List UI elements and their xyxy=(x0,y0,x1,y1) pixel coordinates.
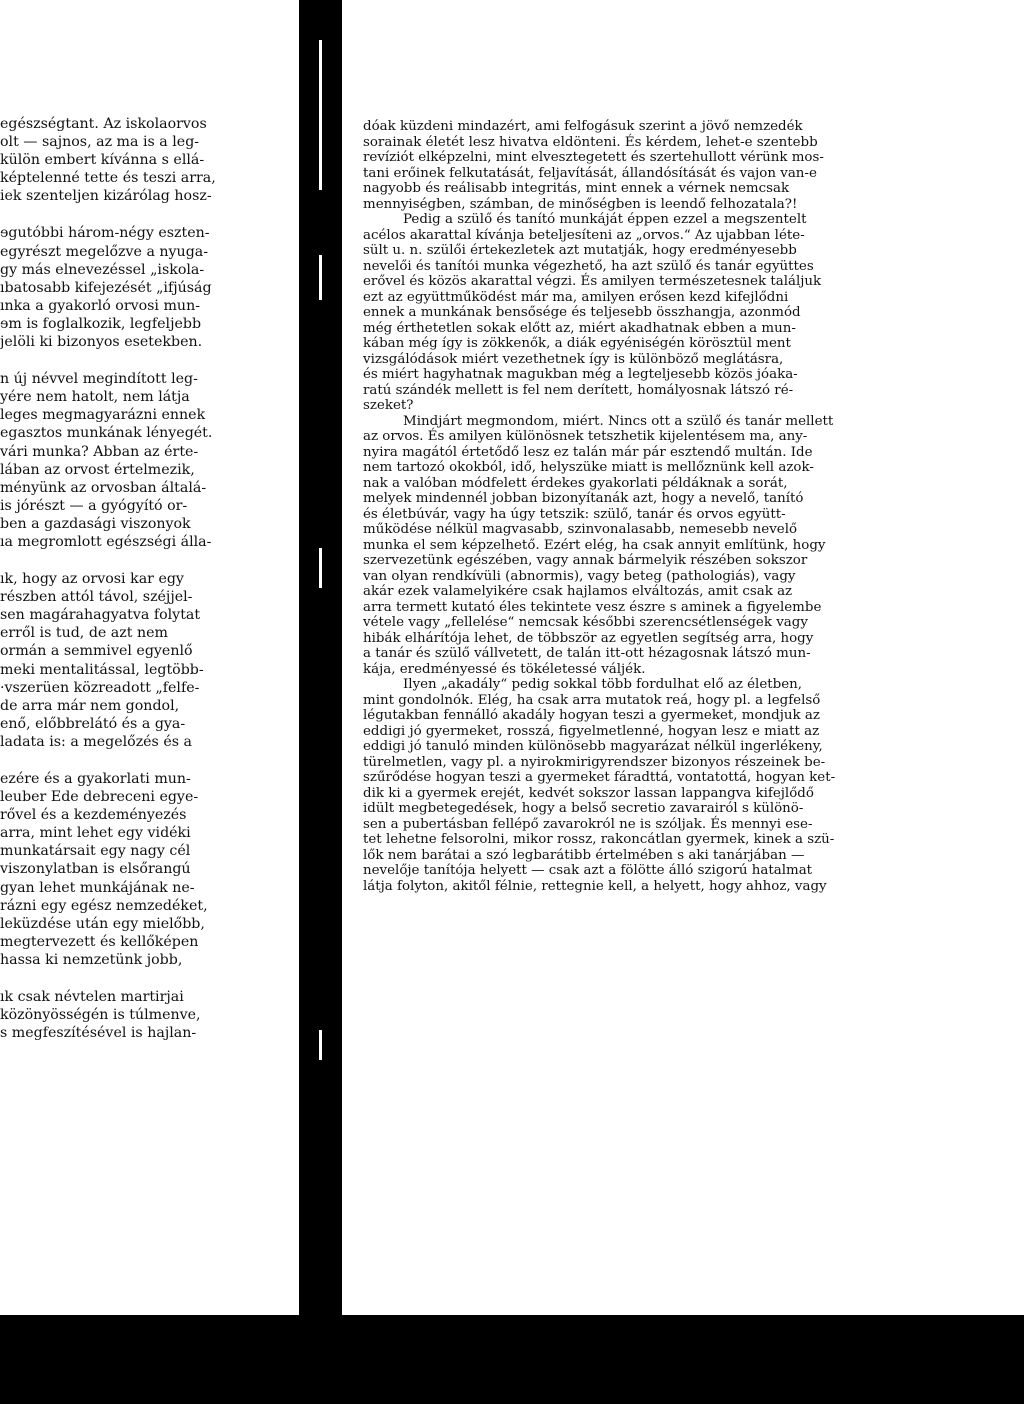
text-line: jelöli ki bizonyos esetekben. xyxy=(0,334,203,351)
text-line: egasztos munkának lényegét. xyxy=(0,425,213,442)
text-line: leküzdése után egy mielőbb, xyxy=(0,915,205,932)
text-line: Pedig a szülő és tanító munkáját éppen ezzel a megszentelt xyxy=(403,212,807,227)
text-line: ladata is: a megelőzés és a xyxy=(0,733,192,750)
text-line: ratú szándék mellett is fel nem derített, homályosnak látszó ré- xyxy=(363,382,794,398)
text-line: ·vszerüen közreadott „felfe- xyxy=(0,679,200,696)
text-line: meki mentalitással, legtöbb- xyxy=(0,661,204,678)
text-line: nevelői és tanítói munka végezhető, ha azt szülő és tanár együttes xyxy=(363,258,814,274)
text-line: ezt az együttműködést már ma, amilyen erősen kezd kifejlődni xyxy=(363,289,789,305)
text-line: türelmetlen, vagy pl. a nyirokmirigyrendszer bizonyos részeinek be- xyxy=(363,754,826,770)
text-line: ennek a munkának bensősége és teljesebb összhangja, azonmód xyxy=(363,305,801,320)
text-line: képtelenné tette és teszi arra, xyxy=(0,170,216,187)
text-line: lők nem barátai a szó legbarátibb értelmében s aki tanárjában — xyxy=(363,847,805,863)
text-line: ɘgutóbbi három-négy eszten- xyxy=(0,225,210,242)
text-line: olt — sajnos, az ma is a leg- xyxy=(0,134,200,151)
text-line: sen magárahagyatva folytat xyxy=(0,607,201,624)
text-line: egészségtant. Az iskolaorvos xyxy=(0,116,207,132)
text-line: van olyan rendkívüli (abnormis), vagy beteg (pathologiás), vagy xyxy=(363,568,796,584)
text-line: lában az orvost értelmezik, xyxy=(0,461,195,478)
text-line: ıa megromlott egészségi álla- xyxy=(0,533,212,550)
text-line: vétele vagy „fellelése“ nemcsak későbbi szerencsétlenségek vagy xyxy=(363,615,808,630)
text-line: ményünk az orvosban általá- xyxy=(0,479,207,496)
text-line: nyira magától értetődő lesz ez talán már pár esztendő multán. Ide xyxy=(363,444,813,460)
text-line: nak a valóban módfelett érdekes gyakorlati példáknak a sorát, xyxy=(363,475,788,491)
text-line: rővel és a kezdeményezés xyxy=(0,807,187,824)
text-line: szeket? xyxy=(363,398,414,413)
text-line: yére nem hatolt, nem látja xyxy=(0,389,190,406)
page-gutter xyxy=(299,0,342,1404)
text-line: acélos akarattal kívánja beteljesíteni az „orvos.“ Az ujabban léte- xyxy=(363,227,805,243)
text-line: viszonylatban is elsőrangú xyxy=(0,861,191,878)
right-text-column xyxy=(363,119,893,894)
left-paragraph xyxy=(0,770,290,969)
text-line: enő, előbbrelátó és a gya- xyxy=(0,715,186,732)
text-line: arra termett kutató éles tekintete vesz észre s aminek a figyelembe xyxy=(363,599,822,615)
text-line: erről is tud, de azt nem xyxy=(0,625,168,642)
text-line: dóak küzdeni mindazért, ami felfogásuk szerint a jövő nemzedék xyxy=(363,119,803,134)
gutter-highlight xyxy=(319,40,322,190)
text-line: és életbúvár, vagy ha úgy tetszik: szülő, tanár és orvos együtt- xyxy=(363,506,786,522)
text-line: ık, hogy az orvosi kar egy xyxy=(0,571,184,588)
text-line: az orvos. És amilyen különösnek tetszhetik kijelentésem ma, any- xyxy=(363,429,808,444)
text-line: is jórészt — a gyógyító or- xyxy=(0,497,188,514)
text-line: gy más elnevezéssel „iskola- xyxy=(0,261,205,278)
text-line: n új névvel megindított leg- xyxy=(0,371,198,388)
text-line: Mindjárt megmondom, miért. Nincs ott a szülő és tanár mellett xyxy=(403,413,834,429)
text-line: és miért hagyhatnak magukban még a legteljesebb közös jóaka- xyxy=(363,367,798,382)
text-line: iek szenteljen kizárólag hosz- xyxy=(0,188,212,205)
text-line: eddigi jó tanuló minden különösebb magyarázat nélkül ingerlékeny, xyxy=(363,739,823,754)
text-line: rázni egy egész nemzedéket, xyxy=(0,897,208,914)
text-line: külön embert kívánna s ellá- xyxy=(0,152,205,169)
left-paragraph xyxy=(0,115,290,205)
text-line: sen a pubertásban fellépő zavarokról ne is szóljak. És mennyi ese- xyxy=(363,816,813,832)
text-line: ɘm is foglalkozik, legfeljebb xyxy=(0,315,202,332)
text-line: vizsgálódások miért vezethetnek így is különböző meglátásra, xyxy=(363,351,784,367)
text-line: vári munka? Abban az érte- xyxy=(0,443,199,460)
left-paragraph xyxy=(0,224,290,351)
text-line: Ilyen „akadály“ pedig sokkal több fordulhat elő az életben, xyxy=(403,677,803,692)
text-line: de arra már nem gondol, xyxy=(0,697,180,714)
text-line: leuber Ede debreceni egye- xyxy=(0,789,199,806)
text-line: ık csak névtelen martirjai xyxy=(0,989,184,1006)
text-line: megtervezett és kellőképen xyxy=(0,933,199,950)
text-line: nem tartozó okokból, idő, helyszüke miatt is mellőznünk kell azok- xyxy=(363,460,814,475)
text-line: még érthetetlen sokak előtt az, miért akadhatnak ebben a mun- xyxy=(363,320,796,336)
text-line: tani erőinek felkutatását, feljavítását, állandósítását és vajon van-e xyxy=(363,165,817,181)
text-line: idült megbetegedések, hogy a belső secretio zavarairól s különö- xyxy=(363,801,804,816)
text-line: ben a gazdasági viszonyok xyxy=(0,515,191,532)
text-line: ıbatosabb kifejezését „ifjúság xyxy=(0,279,212,296)
text-line: részben attól távol, széjjel- xyxy=(0,589,193,606)
gutter-highlight xyxy=(319,548,322,588)
text-line: ezére és a gyakorlati mun- xyxy=(0,771,191,787)
text-line: szervezetünk egészében, vagy annak bármelyik részében sokszor xyxy=(363,553,808,568)
left-paragraph xyxy=(0,370,290,551)
text-line: mennyiségben, számban, de minőségben is leendő felhozatala?! xyxy=(363,196,798,212)
text-line: mint gondolnók. Elég, ha csak arra mutatok reá, hogy pl. a legfelső xyxy=(363,692,821,708)
text-line: hibák elhárítója lehet, de többször az egyetlen segítség arra, hogy xyxy=(363,630,814,646)
scan-bottom-edge xyxy=(0,1315,1024,1404)
text-line: eddigi jó gyermeket, rosszá, figyelmetlenné, hogyan lesz e miatt az xyxy=(363,723,820,739)
text-line: sült u. n. szülői értekezletek azt mutatják, hogy eredményesebb xyxy=(363,243,797,258)
gutter-highlight xyxy=(319,1030,322,1060)
text-line: egyrészt megelőzve a nyuga- xyxy=(0,243,209,260)
text-line: revíziót elképzelni, mint elvesztegetett és szertehullott vérünk mos- xyxy=(363,150,824,165)
text-line: közönyösségén is túlmenve, xyxy=(0,1007,201,1024)
text-line: látja folyton, akitől félnie, rettegnie kell, a helyett, hogy ahhoz, vagy xyxy=(363,878,827,894)
text-line: munka el sem képzelhető. Ezért elég, ha csak annyit említünk, hogy xyxy=(363,537,826,553)
text-line: erővel és közös akarattal végzi. És amilyen természetesnek találjuk xyxy=(363,274,822,289)
text-line: tet lehetne felsorolni, mikor rossz, rakoncátlan gyermek, kinek a szü- xyxy=(363,832,835,847)
text-line: ınka a gyakorló orvosi mun- xyxy=(0,297,201,314)
text-line: nagyobb és reálisabb integritás, mint ennek a vérnek nemcsak xyxy=(363,181,790,196)
text-line: gyan lehet munkájának ne- xyxy=(0,879,195,896)
text-line: a tanár és szülő vállvetett, de talán itt-ott hézagosnak látszó mun- xyxy=(363,646,811,661)
text-line: működése nélkül magvasabb, szinvonalasabb, nemesebb nevelő xyxy=(363,522,798,537)
left-paragraph xyxy=(0,570,290,751)
text-line: sorainak életét lesz hivatva eldönteni. És kérdem, lehet-e szentebb xyxy=(363,134,818,150)
gutter-highlight xyxy=(319,255,322,300)
text-line: kában még így is zökkenők, a diák egyéniségén körösztül ment xyxy=(363,336,791,351)
text-line: nevelője tanítója helyett — csak azt a fölötte álló szigorú hatalmat xyxy=(363,863,813,878)
text-line: s megfeszítésével is hajlan- xyxy=(0,1025,197,1042)
text-line: dik ki a gyermek erejét, kedvét sokszor lassan lappangva kifejlődő xyxy=(363,785,814,801)
text-line: melyek mindennél jobban bizonyítanák azt, hogy a nevelő, tanító xyxy=(363,491,804,506)
text-line: hassa ki nemzetünk jobb, xyxy=(0,951,183,968)
text-line: akár ezek valamelyikére csak hajlamos elváltozás, amit csak az xyxy=(363,584,793,599)
left-paragraph xyxy=(0,988,290,1042)
text-line: munkatársait egy nagy cél xyxy=(0,843,191,860)
text-line: leges megmagyarázni ennek xyxy=(0,407,206,424)
left-text-column xyxy=(0,115,290,1061)
text-line: kája, eredményessé és tökéletessé váljék. xyxy=(363,661,646,677)
text-line: arra, mint lehet egy vidéki xyxy=(0,825,191,842)
text-line: ormán a semmivel egyenlő xyxy=(0,643,193,660)
text-line: légutakban fennálló akadály hogyan teszi a gyermeket, mondjuk az xyxy=(363,708,820,723)
text-line: szűrődése hogyan teszi a gyermeket fáradttá, vontatottá, hogyan ket- xyxy=(363,770,836,785)
